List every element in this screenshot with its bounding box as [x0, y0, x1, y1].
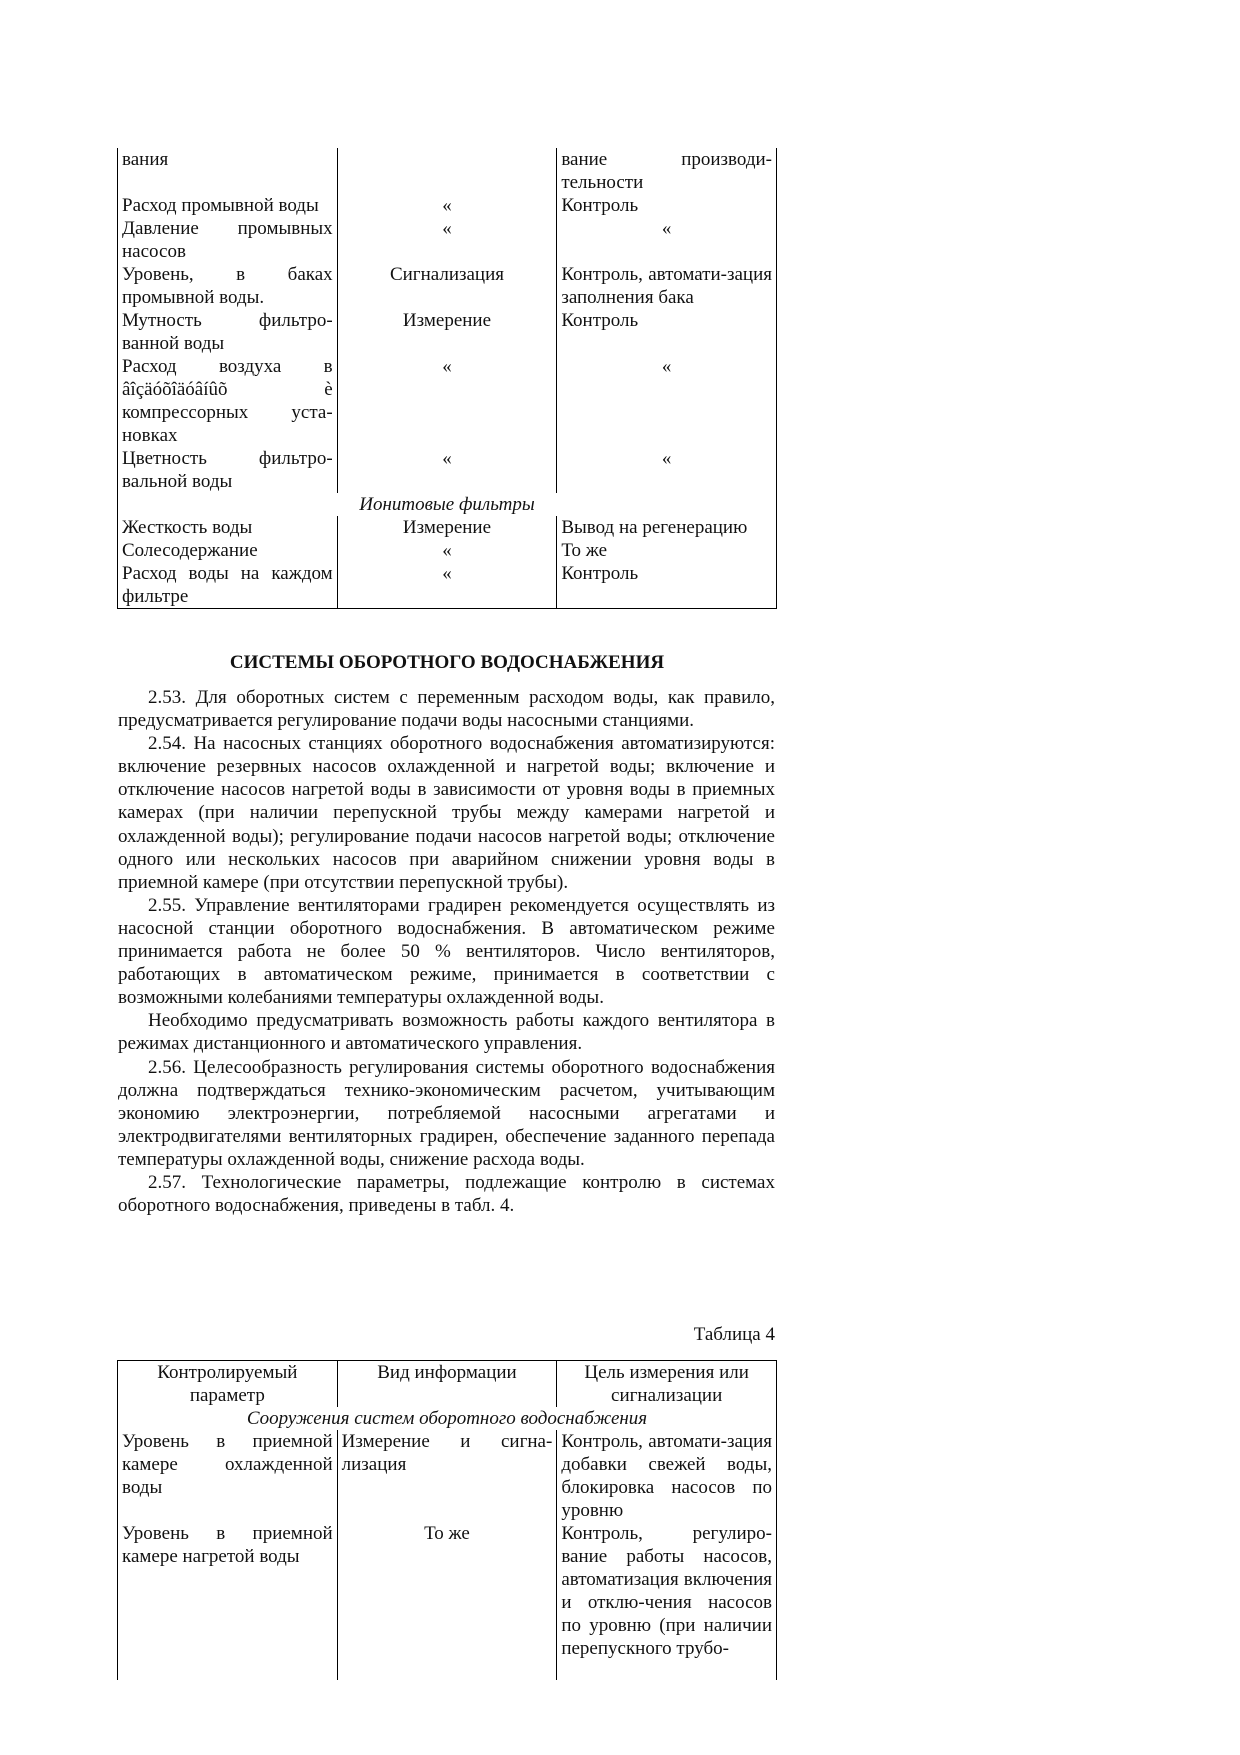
paragraph: Необходимо предусматривать возможность работы каждого вентилятора в режимах дистанционного и автоматического управления.	[118, 1010, 775, 1055]
paragraph: 2.54. На насосных станциях оборотного водоснабжения автоматизируются: включение резервных насосов охлажденной и нагретой воды; включение и отключение насосов нагретой воды в зависимости от уровня воды в приемных камерах (при наличии перепускной трубы между камерами нагретой и охлажденной воды); регулирование подачи насосов нагретой воды; отключение одного или нескольких насосов при аварийном снижении уровня воды в приемной камере (при отсутствии перепускной трубы).	[118, 733, 775, 893]
cell-goal: Контроль	[557, 194, 777, 217]
table-row	[118, 539, 777, 562]
table-row	[118, 516, 777, 539]
table-row	[118, 1522, 777, 1680]
table-row	[118, 355, 777, 447]
cell-goal: Контроль, регулиро-вание работы насосов, автоматизация включения и отклю-чения насосов по уровню (при наличии перепускного трубо-	[557, 1522, 777, 1680]
cell-info: Измерение	[337, 309, 557, 355]
paragraph: 2.55. Управление вентиляторами градирен рекомендуется осуществлять из насосной станции оборотного водоснабжения. В автоматическом режиме принимается работа не более 50 % вентиляторов. Число вентиляторов, работающих в автоматическом режиме, принимается в соответствии с возможными колебаниями температуры охлажденной воды.	[118, 894, 775, 1009]
section-heading: СИСТЕМЫ ОБОРОТНОГО ВОДОСНАБЖЕНИЯ	[229, 652, 665, 673]
cell-param: Цветность фильтро-вальной воды	[118, 447, 338, 493]
table-4	[117, 1360, 777, 1680]
table-row	[118, 263, 777, 309]
paragraph: 2.56. Целесообразность регулирования системы оборотного водоснабжения должна подтверждаться технико-экономическим расчетом, учитывающим экономию электроэнергии, потребляемой насосными агрегатами и электродвигателями вентиляторных градирен, обеспечение заданного перепада температуры охлажденной воды, снижение расхода воды.	[118, 1056, 775, 1170]
table-section-row	[118, 1407, 777, 1430]
body-text	[118, 686, 775, 1217]
cell-goal: То же	[557, 539, 777, 562]
table-row	[118, 148, 777, 194]
cell-goal: вание производи-тельности	[557, 148, 777, 194]
table-row	[118, 309, 777, 355]
cell-info: То же	[337, 1522, 557, 1680]
cell-info: «	[337, 562, 557, 609]
cell-goal: Вывод на регенерацию	[557, 516, 777, 539]
cell-goal: Контроль, автомати-зация заполнения бака	[557, 263, 777, 309]
cell-goal: «	[557, 447, 777, 493]
header-param: Контролируемый параметр	[118, 1361, 338, 1408]
cell-param: Уровень в приемной камере охлажденной воды	[118, 1430, 338, 1522]
table-row	[118, 194, 777, 217]
table-header-row	[118, 1361, 777, 1408]
section-title: Сооружения систем оборотного водоснабжения	[118, 1407, 777, 1430]
cell-param: вания	[118, 148, 338, 194]
cell-param: Уровень в приемной камере нагретой воды	[118, 1522, 338, 1680]
cell-param: Мутность фильтро-ванной воды	[118, 309, 338, 355]
cell-info: «	[337, 217, 557, 263]
cell-goal: «	[557, 217, 777, 263]
section-title: Ионитовые фильтры	[118, 493, 777, 516]
cell-goal: Контроль	[557, 562, 777, 609]
cell-info: «	[337, 194, 557, 217]
cell-info: «	[337, 447, 557, 493]
cell-param: Солесодержание	[118, 539, 338, 562]
table-top	[117, 148, 777, 609]
cell-param: Жесткость воды	[118, 516, 338, 539]
header-info: Вид информации	[337, 1361, 557, 1408]
table-row	[118, 1430, 777, 1522]
cell-param: Давление промывных насосов	[118, 217, 338, 263]
cell-goal: «	[557, 355, 777, 447]
cell-param: Расход воздуха в âîçäóõîäóâíûõ è компрессорных уста-новках	[118, 355, 338, 447]
table-row	[118, 217, 777, 263]
cell-info	[337, 148, 557, 194]
cell-param: Расход воды на каждом фильтре	[118, 562, 338, 609]
header-goal: Цель измерения или сигнализации	[557, 1361, 777, 1408]
cell-info: «	[337, 355, 557, 447]
paragraph: 2.57. Технологические параметры, подлежащие контролю в системах оборотного водоснабжения, приведены в табл. 4.	[118, 1171, 775, 1217]
table-row	[118, 447, 777, 493]
cell-goal: Контроль	[557, 309, 777, 355]
cell-info: Измерение	[337, 516, 557, 539]
table-row	[118, 562, 777, 609]
paragraph: 2.53. Для оборотных систем с переменным расходом воды, как правило, предусматривается регулирование подачи воды насосными станциями.	[118, 687, 775, 732]
cell-param: Уровень, в баках промывной воды.	[118, 263, 338, 309]
cell-info: Сигнализация	[337, 263, 557, 309]
cell-info: «	[337, 539, 557, 562]
cell-info: Измерение и сигна-лизация	[337, 1430, 557, 1522]
cell-param: Расход промывной воды	[118, 194, 338, 217]
table-section-row	[118, 493, 777, 516]
table-caption: Таблица 4	[693, 1324, 775, 1345]
cell-goal: Контроль, автомати-зация добавки свежей воды, блокировка насосов по уровню	[557, 1430, 777, 1522]
